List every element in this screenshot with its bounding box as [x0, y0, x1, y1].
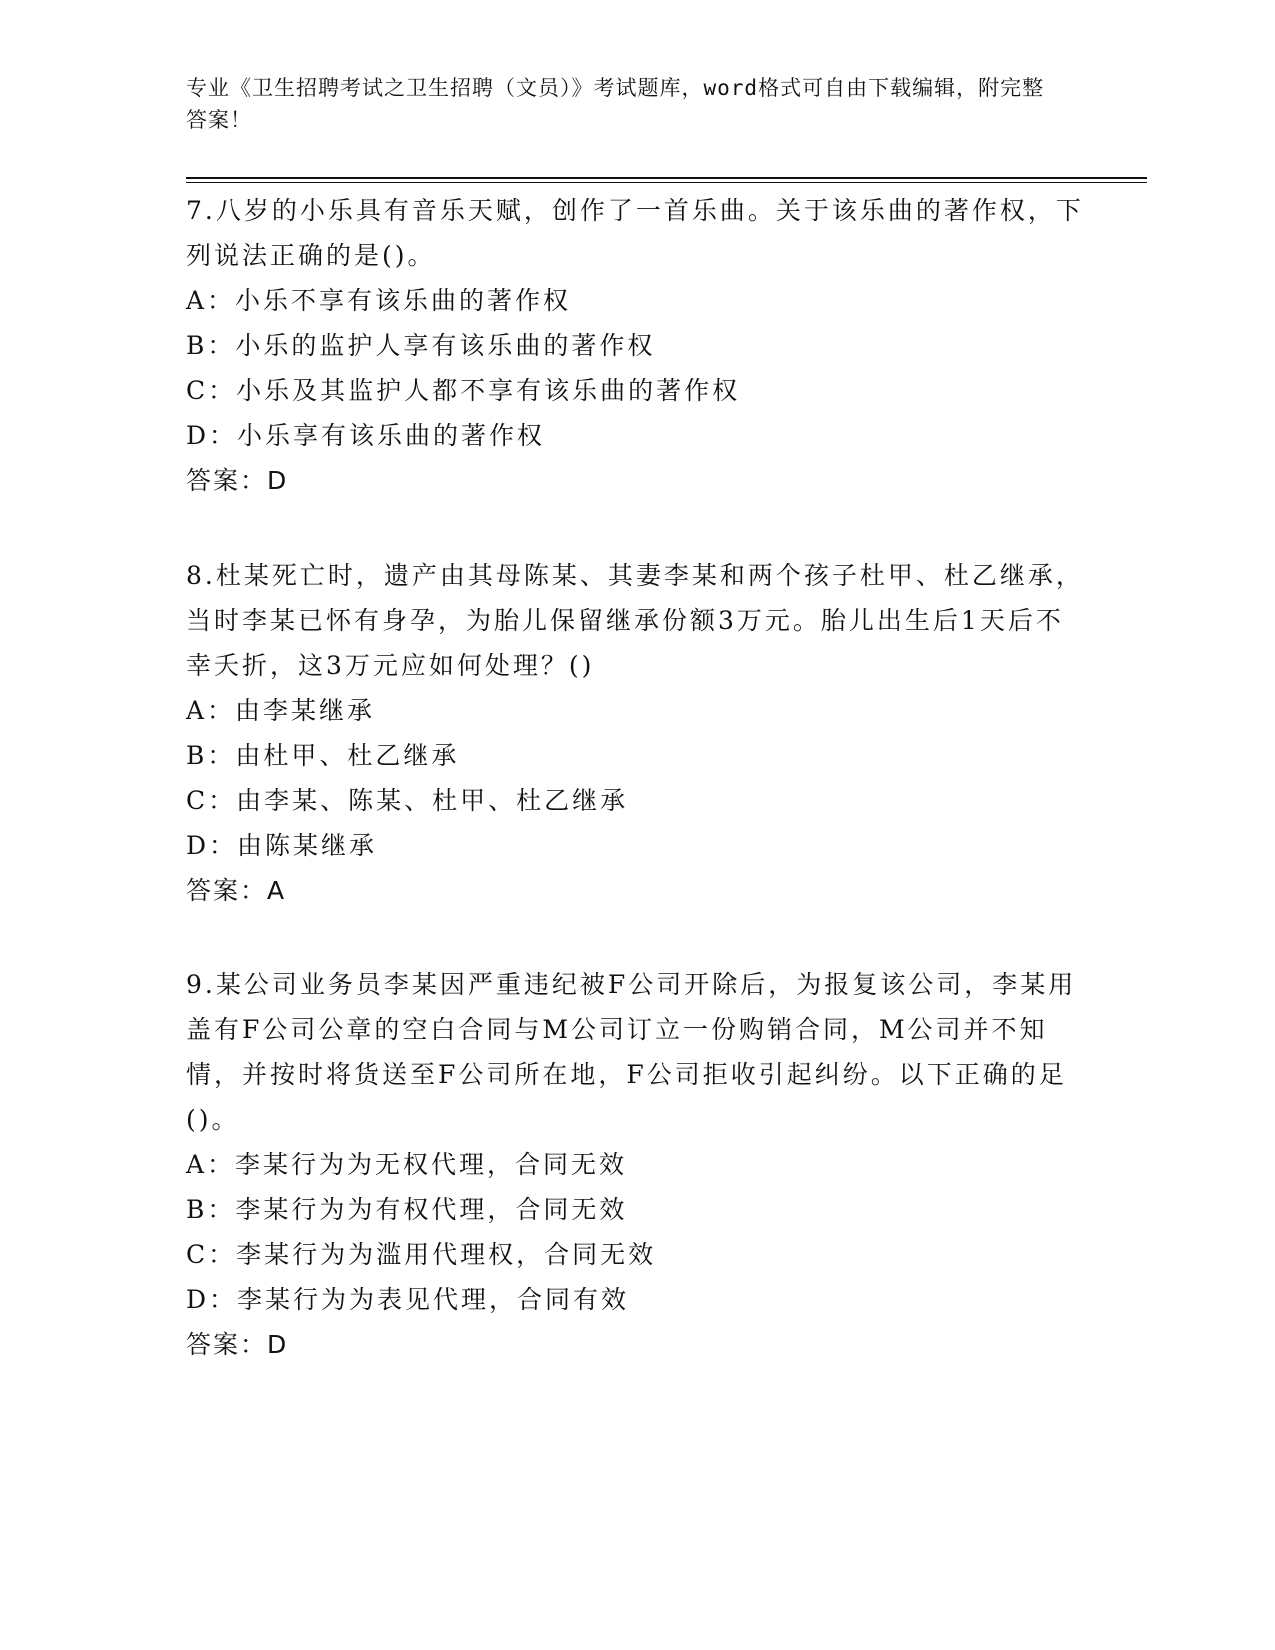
option-a: A：小乐不享有该乐曲的著作权: [186, 286, 572, 315]
question-stem: 9.某公司业务员李某因严重违纪被F公司开除后，为报复该公司，李某用盖有F公司公章的空白合同与M公司订立一份购销合同，M公司并不知情，并按时将货送至F公司所在地，F公司拒收引起纠纷。以下正确的足()。: [186, 970, 1077, 1134]
question-9: [186, 962, 1086, 1367]
question-7: [186, 188, 1086, 503]
option-b: B：李某行为为有权代理，合同无效: [186, 1195, 628, 1224]
option-c: C：由李某、陈某、杜甲、杜乙继承: [186, 786, 629, 815]
option-c: C：小乐及其监护人都不享有该乐曲的著作权: [186, 376, 741, 405]
option-d: D：李某行为为表见代理，合同有效: [186, 1285, 630, 1314]
answer-line: 答案：A: [186, 876, 287, 905]
question-stem: 7.八岁的小乐具有音乐天赋，创作了一首乐曲。关于该乐曲的著作权，下列说法正确的是()。: [186, 196, 1084, 270]
header-divider-thick: [186, 177, 1147, 179]
header-divider-thin: [186, 182, 1147, 183]
option-b: B：小乐的监护人享有该乐曲的著作权: [186, 331, 656, 360]
option-b: B：由杜甲、杜乙继承: [186, 741, 460, 770]
answer-line: 答案：D: [186, 1330, 289, 1359]
option-a: A：李某行为为无权代理，合同无效: [186, 1150, 628, 1179]
document-header: 专业《卫生招聘考试之卫生招聘（文员）》考试题库，word格式可自由下载编辑，附完整答案！: [186, 76, 1045, 132]
option-d: D：由陈某继承: [186, 831, 378, 860]
option-a: A：由李某继承: [186, 696, 376, 725]
question-stem: 8.杜某死亡时，遗产由其母陈某、其妻李某和两个孩子杜甲、杜乙继承，当时李某已怀有身孕，为胎儿保留继承份额3万元。胎儿出生后1天后不幸夭折，这3万元应如何处理？(): [186, 561, 1084, 680]
answer-line: 答案：D: [186, 466, 289, 495]
option-d: D：小乐享有该乐曲的著作权: [186, 421, 546, 450]
option-c: C：李某行为为滥用代理权，合同无效: [186, 1240, 657, 1269]
question-8: [186, 553, 1086, 913]
